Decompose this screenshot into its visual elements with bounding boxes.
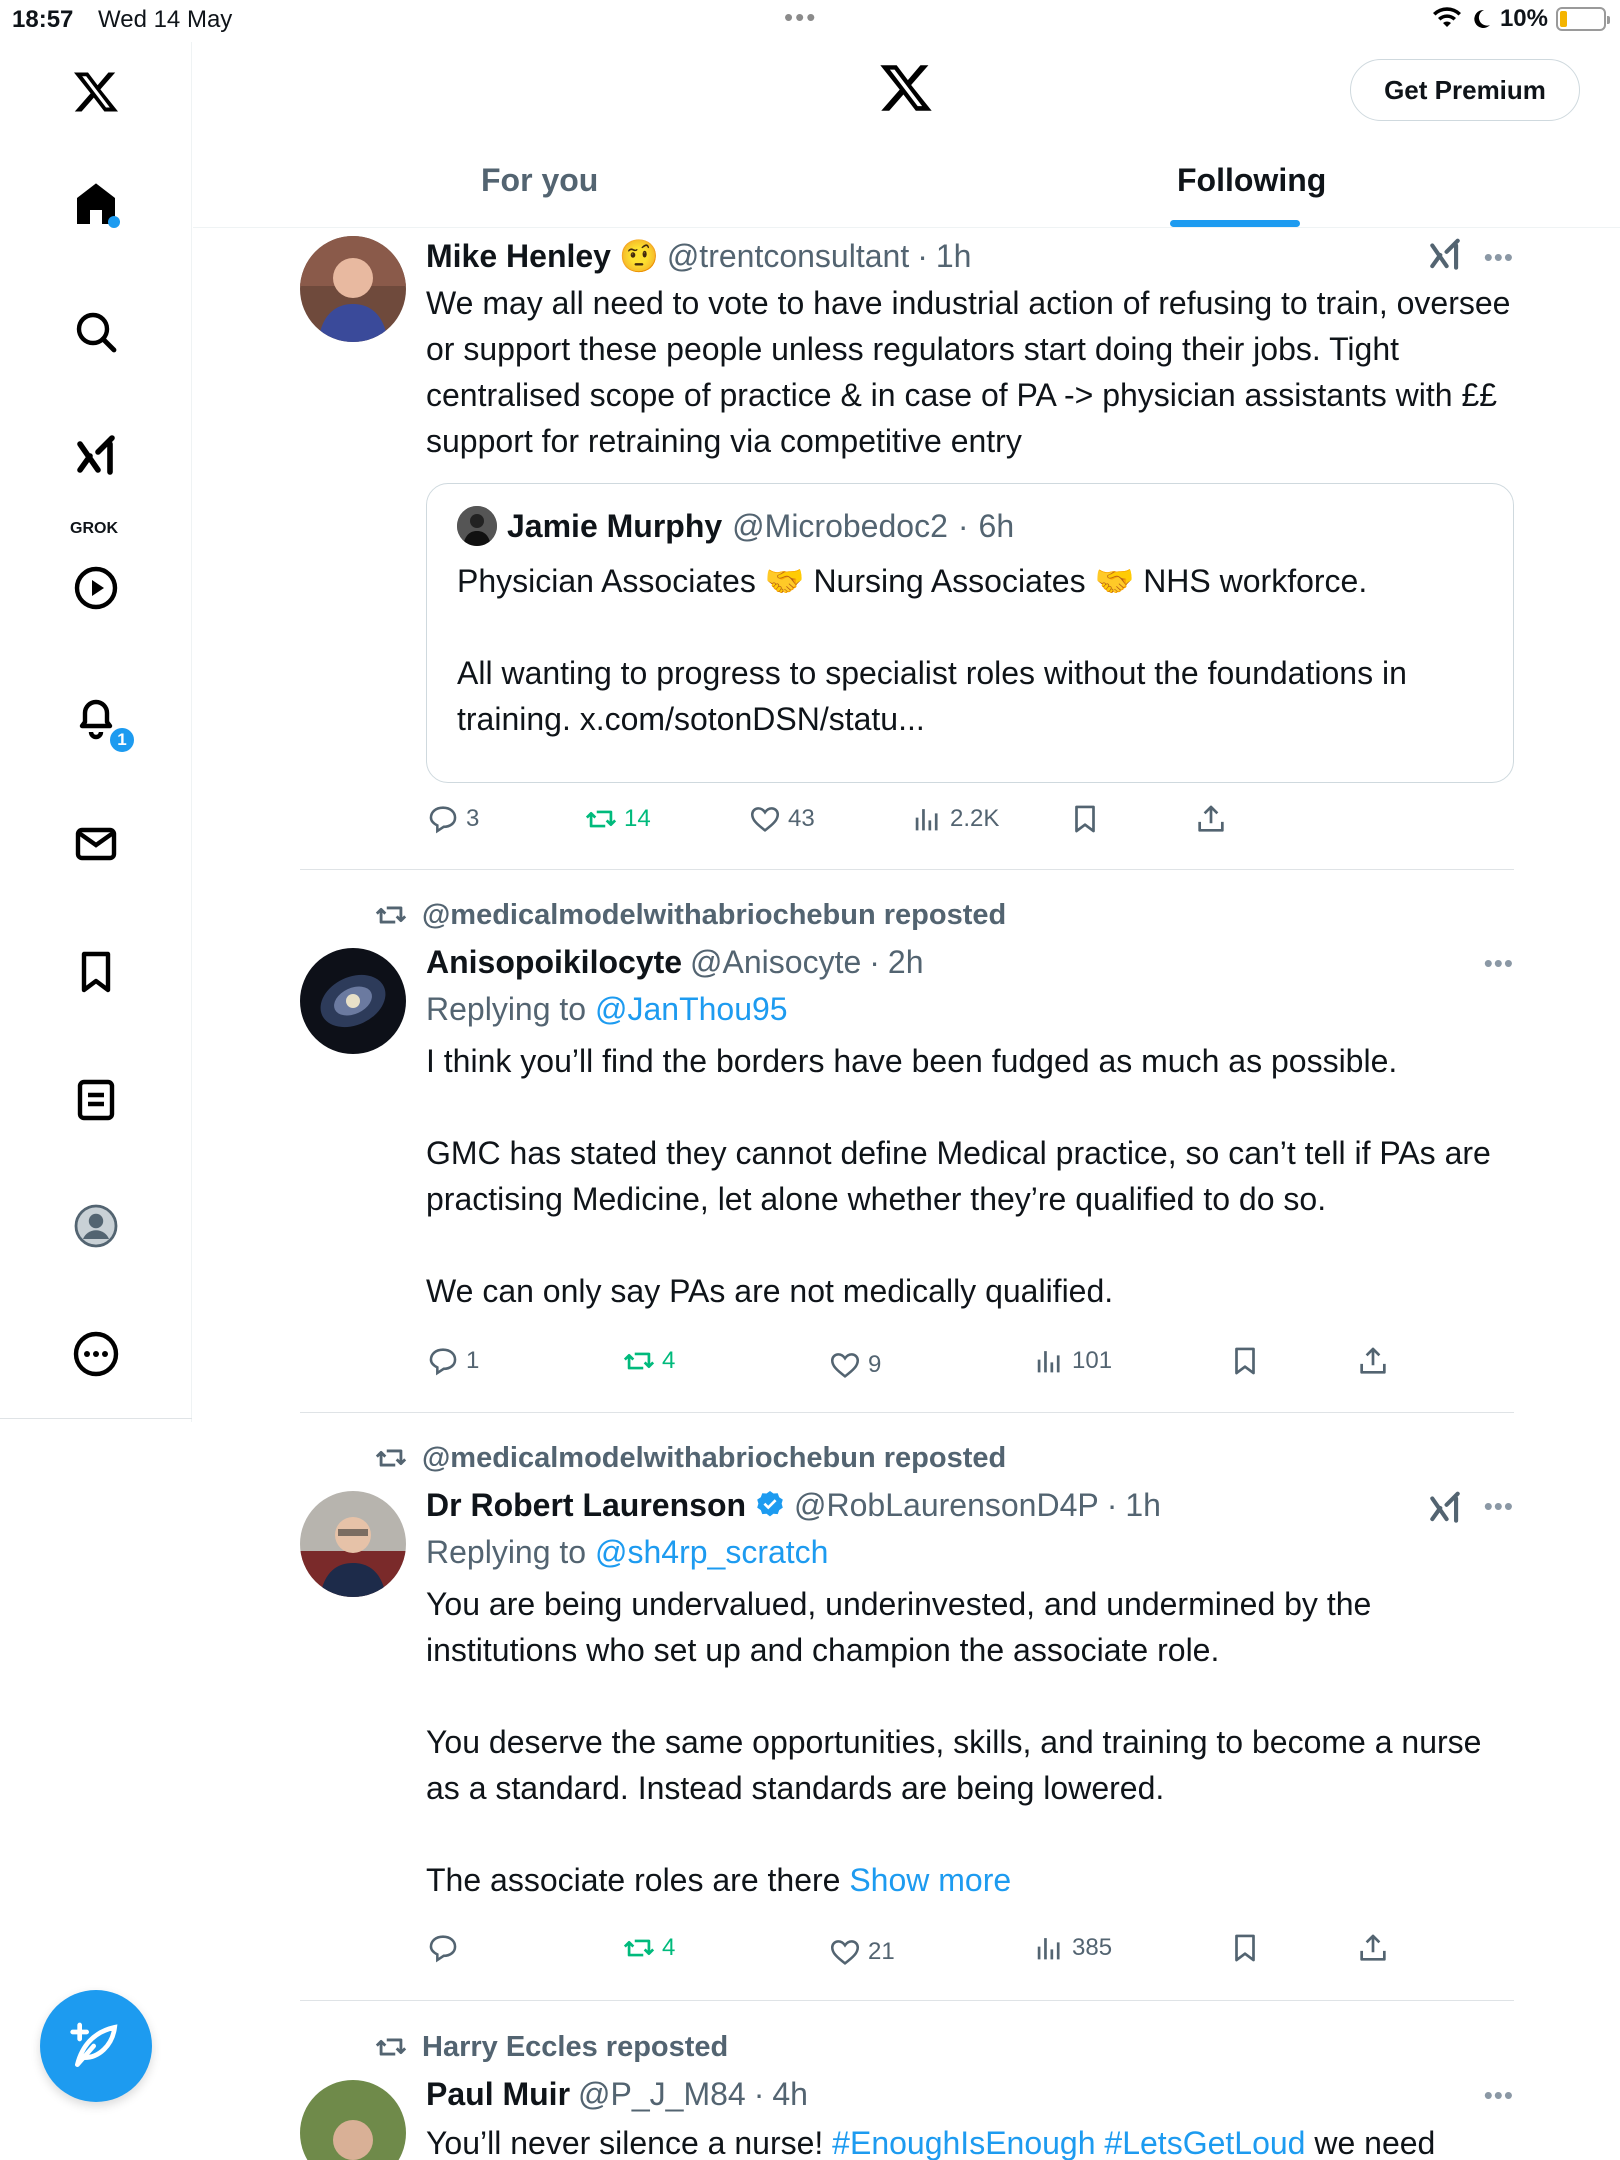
handshake-emoji: 🤝 xyxy=(1094,563,1135,599)
post-paul-muir[interactable] xyxy=(300,2030,1514,2160)
like-count: 21 xyxy=(868,1938,895,1965)
post-mike-henley[interactable] xyxy=(300,236,1520,832)
views-count: 385 xyxy=(1072,1934,1113,1961)
bookmark-button[interactable] xyxy=(1228,1344,1262,1378)
views-button[interactable] xyxy=(1032,1931,1112,1965)
repost-context xyxy=(374,898,1006,932)
hashtag-link[interactable]: #LetsGetLoud xyxy=(1104,2125,1306,2160)
more-options-icon[interactable]: ••• xyxy=(1483,1491,1514,1521)
separator-dot: · xyxy=(753,2075,765,2112)
video-icon[interactable] xyxy=(66,558,126,618)
more-icon[interactable] xyxy=(66,1324,126,1384)
avatar[interactable] xyxy=(300,2080,406,2160)
views-button[interactable] xyxy=(910,802,999,836)
author-name[interactable]: Dr Robert Laurenson xyxy=(426,1486,747,1523)
quote-time: 6h xyxy=(978,507,1015,544)
post-actions xyxy=(426,802,1514,846)
quote-header xyxy=(457,506,1483,546)
post-text-body: we need xyxy=(1305,2125,1436,2160)
views-count: 101 xyxy=(1072,1347,1113,1374)
profile-icon[interactable] xyxy=(66,1196,126,1256)
tab-for-you[interactable]: For you xyxy=(481,162,599,198)
reply-icon xyxy=(426,1931,460,1965)
quote-author-name: Jamie Murphy xyxy=(507,507,723,544)
author-handle[interactable]: @P_J_M84 xyxy=(578,2075,746,2112)
separator-dot: · xyxy=(957,507,969,544)
x-logo-icon xyxy=(878,60,934,116)
bookmark-button[interactable] xyxy=(1228,1931,1262,1965)
avatar xyxy=(457,506,497,546)
multitask-dots-icon[interactable]: ••• xyxy=(784,2,818,32)
separator-dot: · xyxy=(1106,1486,1118,1523)
timeline-tabs xyxy=(193,150,1620,228)
replying-to-handle[interactable]: @sh4rp_scratch xyxy=(594,1534,829,1570)
reply-count: 1 xyxy=(466,1347,480,1374)
views-icon xyxy=(1032,1344,1066,1378)
grok-icon[interactable] xyxy=(1426,1489,1464,1527)
repost-count: 14 xyxy=(624,805,651,832)
status-date: Wed 14 May xyxy=(98,6,233,33)
hashtag-link[interactable]: #EnoughIsEnough xyxy=(832,2125,1096,2160)
quote-author-handle: @Microbedoc2 xyxy=(732,507,948,544)
tab-following[interactable]: Following xyxy=(1177,162,1327,198)
author-handle[interactable]: @RobLaurensonD4P xyxy=(794,1486,1099,1523)
more-options-icon[interactable]: ••• xyxy=(1483,948,1514,978)
share-icon xyxy=(1194,802,1228,836)
author-name[interactable]: Paul Muir xyxy=(426,2075,571,2112)
post-actions xyxy=(426,1344,1514,1388)
post-divider xyxy=(300,2000,1514,2001)
avatar[interactable] xyxy=(300,1491,406,1597)
reply-icon xyxy=(426,1344,460,1378)
like-button[interactable] xyxy=(828,1935,895,1969)
separator-dot: · xyxy=(917,237,928,274)
post-divider xyxy=(300,1412,1514,1413)
lists-icon[interactable] xyxy=(66,1070,126,1130)
like-button[interactable] xyxy=(748,802,815,836)
search-icon[interactable] xyxy=(66,302,126,362)
author-name[interactable]: Anisopoikilocyte xyxy=(426,943,683,980)
like-icon xyxy=(828,1348,862,1382)
like-icon xyxy=(748,802,782,836)
mail-icon[interactable] xyxy=(66,814,126,874)
avatar[interactable] xyxy=(300,236,406,342)
reply-button[interactable] xyxy=(426,1344,479,1378)
post-time[interactable]: 4h xyxy=(772,2075,808,2112)
compose-button[interactable] xyxy=(40,1990,152,2102)
repost-icon xyxy=(374,1441,408,1475)
repost-context xyxy=(374,1441,1006,1475)
share-icon xyxy=(1356,1931,1390,1965)
post-anisopoikilocyte[interactable] xyxy=(300,898,1514,1398)
battery-percent: 10% xyxy=(1499,5,1548,32)
more-options-icon[interactable]: ••• xyxy=(1483,2080,1514,2110)
reply-count: 3 xyxy=(466,805,480,832)
repost-icon xyxy=(622,1344,656,1378)
battery-icon xyxy=(1556,7,1606,31)
post-text: We may all need to vote to have industrial action of refusing to train, oversee or support these people unless regulators start doing their jobs. Tight centralised scope of practice & in case of PA -> physician assistants with ££ support for retraining via competitive entry xyxy=(426,285,1520,459)
post-header xyxy=(426,2074,1514,2114)
repost-count: 4 xyxy=(662,1347,676,1374)
tab-active-indicator xyxy=(1170,220,1300,227)
post-time[interactable]: 1h xyxy=(1125,1486,1161,1523)
compose-icon xyxy=(68,2018,124,2074)
post-text xyxy=(426,1581,1514,1903)
post-text: I think you’ll find the borders have been fudged as much as possible. GMC has stated they cannot define Medical practice, so can’t tell if PAs are practising Medicine, let alone whether they’re qualified to do so. We can only say PAs are not medically qualified. xyxy=(426,1043,1491,1309)
reply-button[interactable] xyxy=(426,1931,466,1965)
repost-icon xyxy=(622,1931,656,1965)
repost-icon xyxy=(374,898,408,932)
verified-badge-icon xyxy=(754,1489,786,1521)
replying-to-handle[interactable]: @JanThou95 xyxy=(594,991,788,1027)
author-handle[interactable]: @trentconsultant xyxy=(666,237,910,274)
repost-button[interactable] xyxy=(622,1344,675,1378)
repost-context-text[interactable]: Harry Eccles reposted xyxy=(422,2030,729,2063)
views-icon xyxy=(1032,1931,1066,1965)
post-header xyxy=(426,1485,1514,1525)
status-bar xyxy=(0,0,1620,42)
views-button[interactable] xyxy=(1032,1344,1112,1378)
moon-icon xyxy=(1470,7,1492,31)
show-more-link[interactable]: Show more xyxy=(849,1862,1012,1898)
more-options-icon[interactable]: ••• xyxy=(1483,242,1514,272)
handshake-emoji: 🤝 xyxy=(764,563,805,599)
sidebar-nav xyxy=(0,42,192,1422)
reply-icon xyxy=(426,802,460,836)
quote-text xyxy=(457,558,1483,604)
replying-to xyxy=(426,988,1514,1030)
author-name[interactable]: Mike Henley xyxy=(426,237,611,274)
post-text xyxy=(426,2120,1514,2160)
post-divider xyxy=(300,869,1514,870)
replying-to xyxy=(426,1531,1514,1573)
views-count: 2.2K xyxy=(950,805,1000,832)
repost-icon xyxy=(374,2030,408,2064)
grok-icon[interactable] xyxy=(66,426,126,486)
x-logo-icon[interactable] xyxy=(66,62,126,122)
post-header xyxy=(426,942,1514,982)
repost-context-text[interactable]: @medicalmodelwithabriochebun reposted xyxy=(422,898,1007,931)
get-premium-button[interactable]: Get Premium xyxy=(1350,59,1580,121)
bookmark-button[interactable] xyxy=(1068,802,1102,836)
repost-context-text[interactable]: @medicalmodelwithabriochebun reposted xyxy=(422,1441,1007,1474)
like-count: 9 xyxy=(868,1351,882,1378)
post-header xyxy=(426,236,1514,276)
like-icon xyxy=(828,1935,862,1969)
post-time[interactable]: 2h xyxy=(887,943,924,980)
post-robert-laurenson[interactable] xyxy=(300,1441,1514,1981)
views-icon xyxy=(910,802,944,836)
quote-text-rest: All wanting to progress to specialist roles without the foundations in training. x.com/sotonDSN/statu... xyxy=(457,655,1416,737)
bookmark-icon xyxy=(1228,1344,1262,1378)
repost-button[interactable] xyxy=(622,1931,675,1965)
separator-dot: · xyxy=(869,943,880,980)
post-text-body: You are being undervalued, underinvested, and undermined by the institutions who set up and champion the associate role. You deserve the same opportunities, skills, and training to become a nurse as a standard. Instead standards are being lowered. The associate roles are there xyxy=(426,1586,1482,1898)
like-button[interactable] xyxy=(828,1348,881,1382)
post-actions xyxy=(426,1931,1514,1975)
reply-button[interactable] xyxy=(426,802,479,836)
post-text-body: You’ll never silence a nurse! xyxy=(426,2125,833,2160)
grok-label: GROK xyxy=(70,520,118,537)
repost-button[interactable] xyxy=(584,802,651,836)
status-right xyxy=(1432,5,1606,33)
repost-context xyxy=(374,2030,728,2064)
author-handle[interactable]: @Anisocyte xyxy=(690,943,862,980)
notifications-badge: 1 xyxy=(108,726,136,754)
repost-icon xyxy=(584,802,618,836)
bookmark-icon[interactable] xyxy=(66,942,126,1002)
home-unread-dot xyxy=(108,216,120,228)
wifi-icon xyxy=(1432,7,1462,31)
sidebar-divider xyxy=(0,1418,192,1419)
like-count: 43 xyxy=(788,805,815,832)
bookmark-icon xyxy=(1228,1931,1262,1965)
author-emoji: 🤨 xyxy=(618,238,659,274)
share-button[interactable] xyxy=(1356,1931,1390,1965)
share-button[interactable] xyxy=(1356,1344,1390,1378)
bookmark-icon xyxy=(1068,802,1102,836)
quote-text-part: NHS workforce. xyxy=(1143,563,1368,599)
quote-text-part: Physician Associates xyxy=(457,563,756,599)
quote-text-part: Nursing Associates xyxy=(813,563,1086,599)
post-time[interactable]: 1h xyxy=(935,237,972,274)
replying-to-prefix: Replying to xyxy=(426,1534,587,1570)
quoted-post[interactable] xyxy=(426,483,1514,783)
grok-icon[interactable] xyxy=(1426,236,1464,274)
status-time: 18:57 xyxy=(12,6,74,33)
share-button[interactable] xyxy=(1194,802,1228,836)
avatar[interactable] xyxy=(300,948,406,1054)
repost-count: 4 xyxy=(662,1934,676,1961)
share-icon xyxy=(1356,1344,1390,1378)
replying-to-prefix: Replying to xyxy=(426,991,587,1027)
